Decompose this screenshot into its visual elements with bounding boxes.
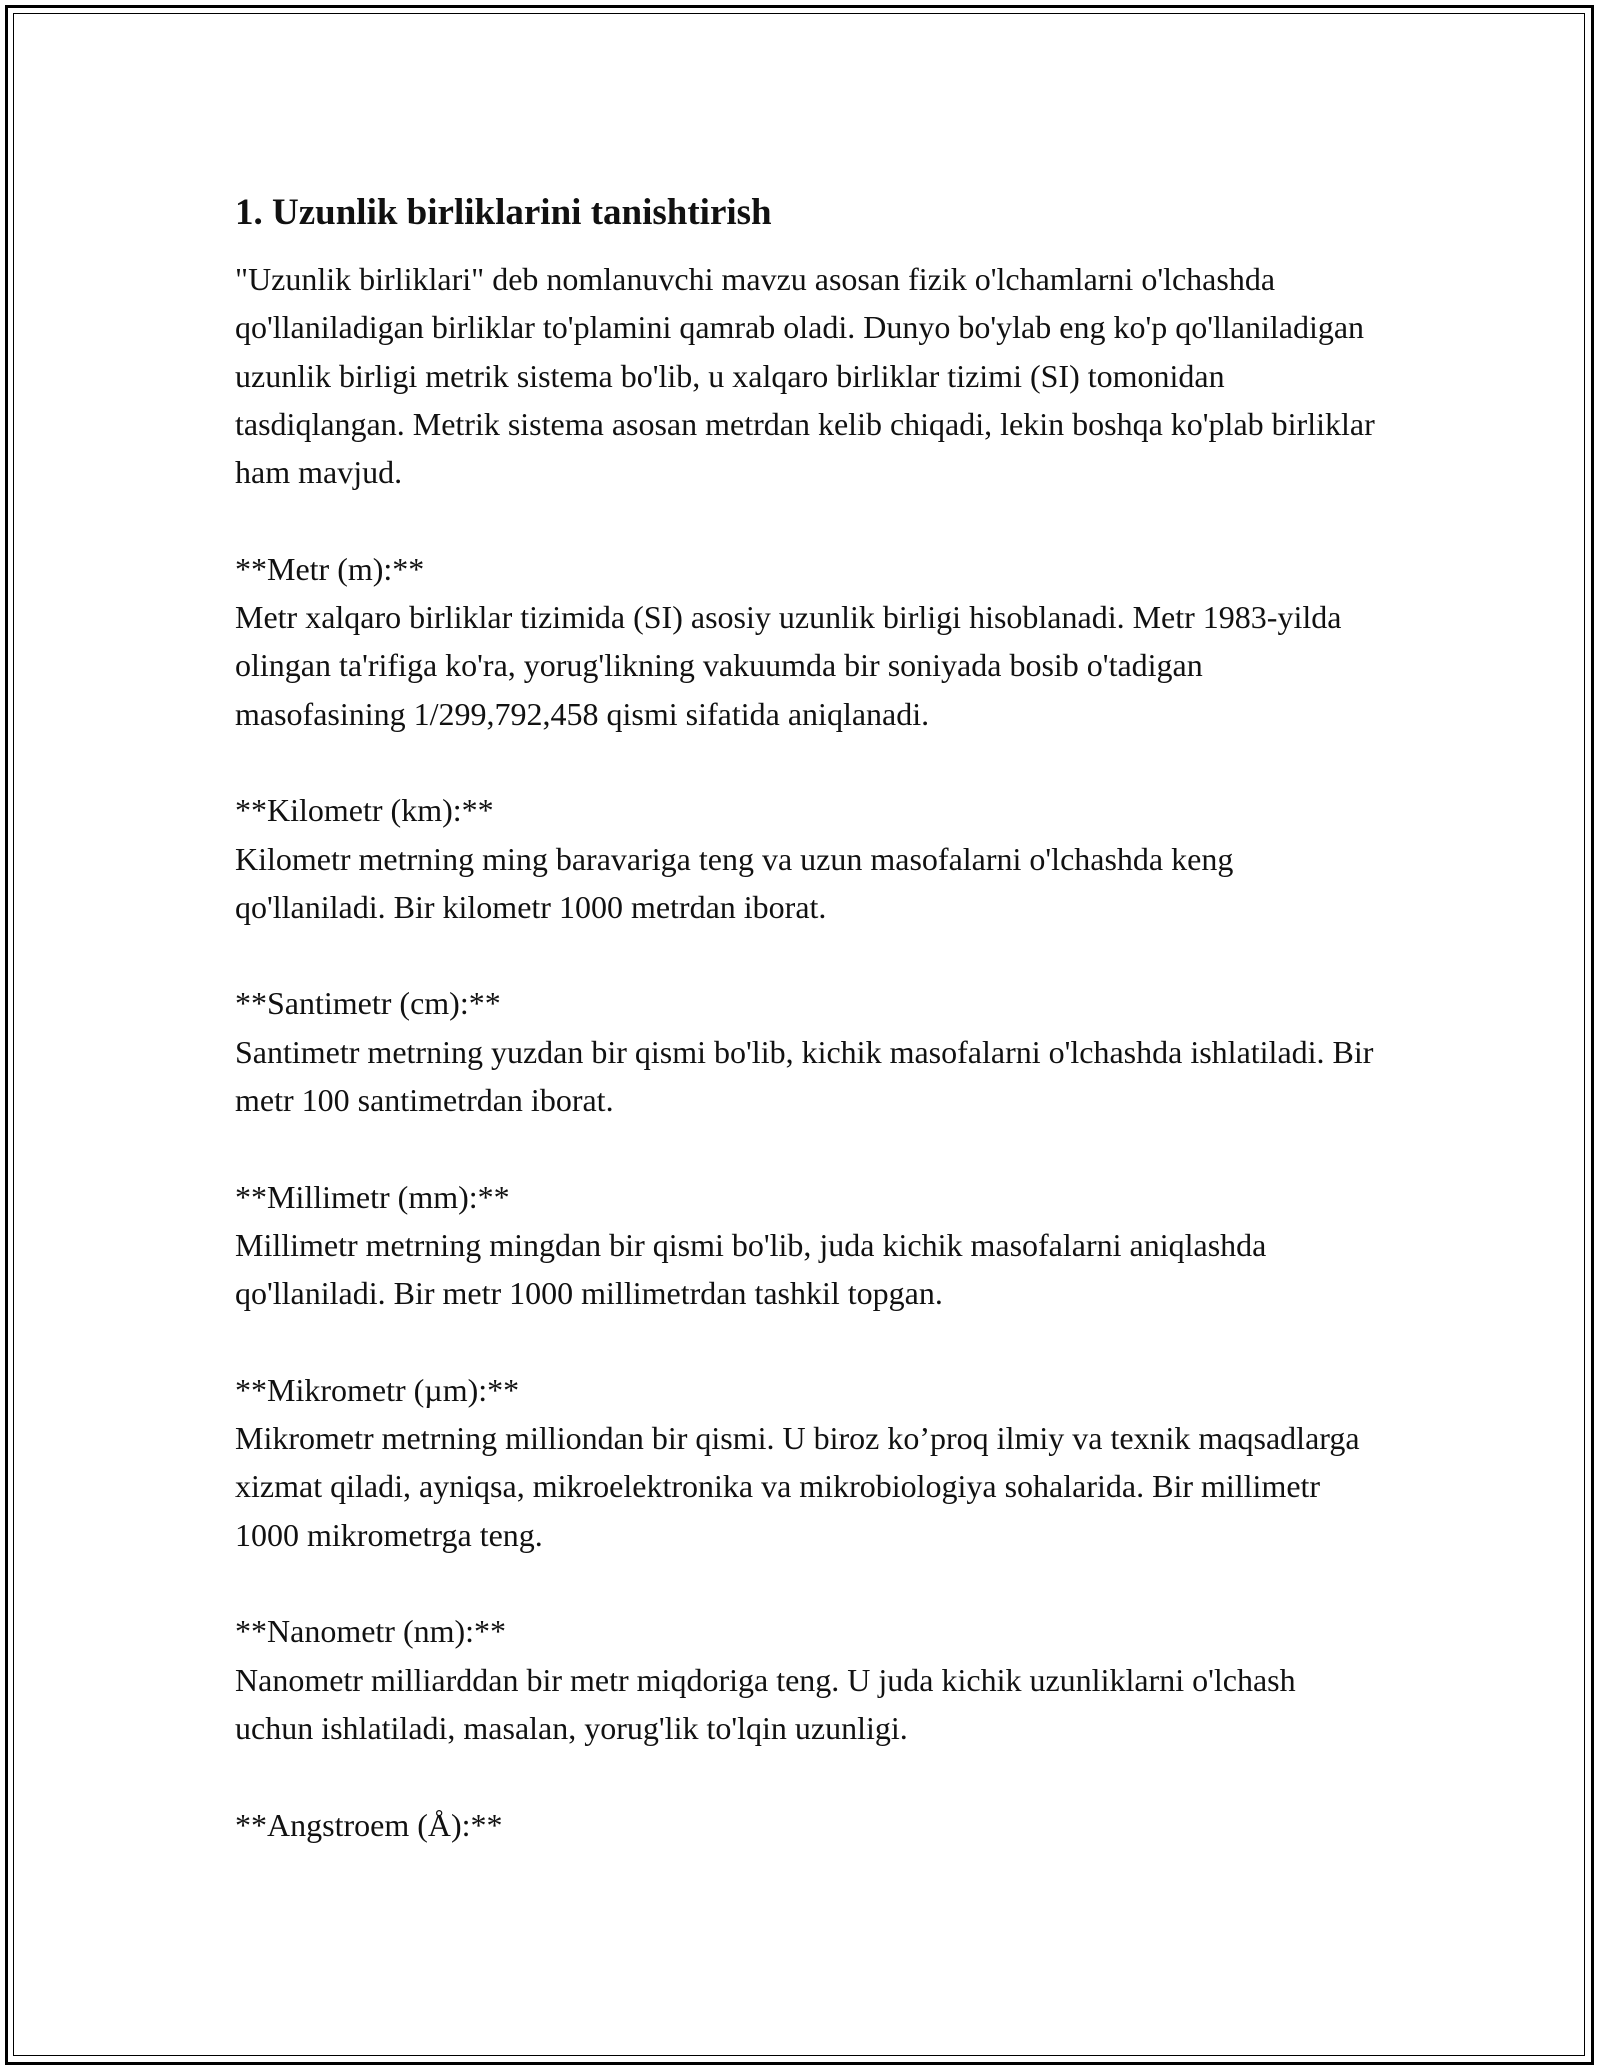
section-heading: **Mikrometr (µm):**: [235, 1371, 520, 1408]
section-text: Nanometr milliarddan bir metr miqdoriga teng. U juda kichik uzunliklarni o'lchash uchun ishlatiladi, masalan, yorug'lik to'lqin uzunligi.: [235, 1661, 1296, 1746]
section-text: Santimetr metrning yuzdan bir qismi bo'lib, kichik masofalarni o'lchashda ishlatiladi. Bir metr 100 santimetrdan iborat.: [235, 1033, 1374, 1119]
section-kilometr: [235, 786, 1375, 931]
section-nanometr: [235, 1607, 1375, 1752]
section-heading: **Angstroem (Å):**: [235, 1806, 503, 1843]
document-body: [235, 185, 1375, 1849]
section-text: Kilometr metrning ming baravariga teng va uzun masofalarni o'lchashda keng qo'llaniladi. Bir kilometr 1000 metrdan iborat.: [235, 840, 1234, 925]
section-text: Metr xalqaro birliklar tizimida (SI) asosiy uzunlik birligi hisoblanadi. Metr 1983-yilda olingan ta'rifiga ko'ra, yorug'likning vakuumda bir soniyada bosib o'tadigan masofasining 1/299,792,458 qismi sifatida aniqlanadi.: [235, 599, 1342, 732]
section-metr: [235, 545, 1375, 738]
section-heading: **Nanometr (nm):**: [235, 1613, 507, 1650]
section-angstroem: [235, 1801, 1375, 1849]
section-mikrometr: [235, 1366, 1375, 1559]
section-text: Millimetr metrning mingdan bir qismi bo'lib, juda kichik masofalarni aniqlashda qo'llaniladi. Bir metr 1000 millimetrdan tashkil topgan.: [235, 1226, 1267, 1312]
section-heading: **Kilometr (km):**: [235, 792, 494, 829]
section-santimetr: [235, 979, 1375, 1124]
section-heading: **Metr (m):**: [235, 550, 425, 587]
section-millimetr: [235, 1173, 1375, 1318]
section-heading: **Santimetr (cm):**: [235, 985, 501, 1022]
section-text: Mikrometr metrning milliondan bir qismi. U biroz ko’proq ilmiy va texnik maqsadlarga xizmat qiladi, ayniqsa, mikroelektronika va mikrobiologiya sohalarida. Bir millimetr 1000 mikrometrga teng.: [235, 1420, 1360, 1553]
intro-paragraph: "Uzunlik birliklari" deb nomlanuvchi mavzu asosan fizik o'lchamlarni o'lchashda qo'llaniladigan birliklar to'plamini qamrab oladi. Dunyo bo'ylab eng ko'p qo'llaniladigan uzunlik birligi metrik sistema bo'lib, u xalqaro birliklar tizimi (SI) tomonidan tasdiqlangan. Metrik sistema asosan metrdan kelib chiqadi, lekin boshqa ko'plab birliklar ham mavjud.: [235, 261, 1375, 491]
document-title: 1. Uzunlik birliklarini tanishtirish: [235, 192, 772, 233]
section-heading: **Millimetr (mm):**: [235, 1178, 510, 1215]
